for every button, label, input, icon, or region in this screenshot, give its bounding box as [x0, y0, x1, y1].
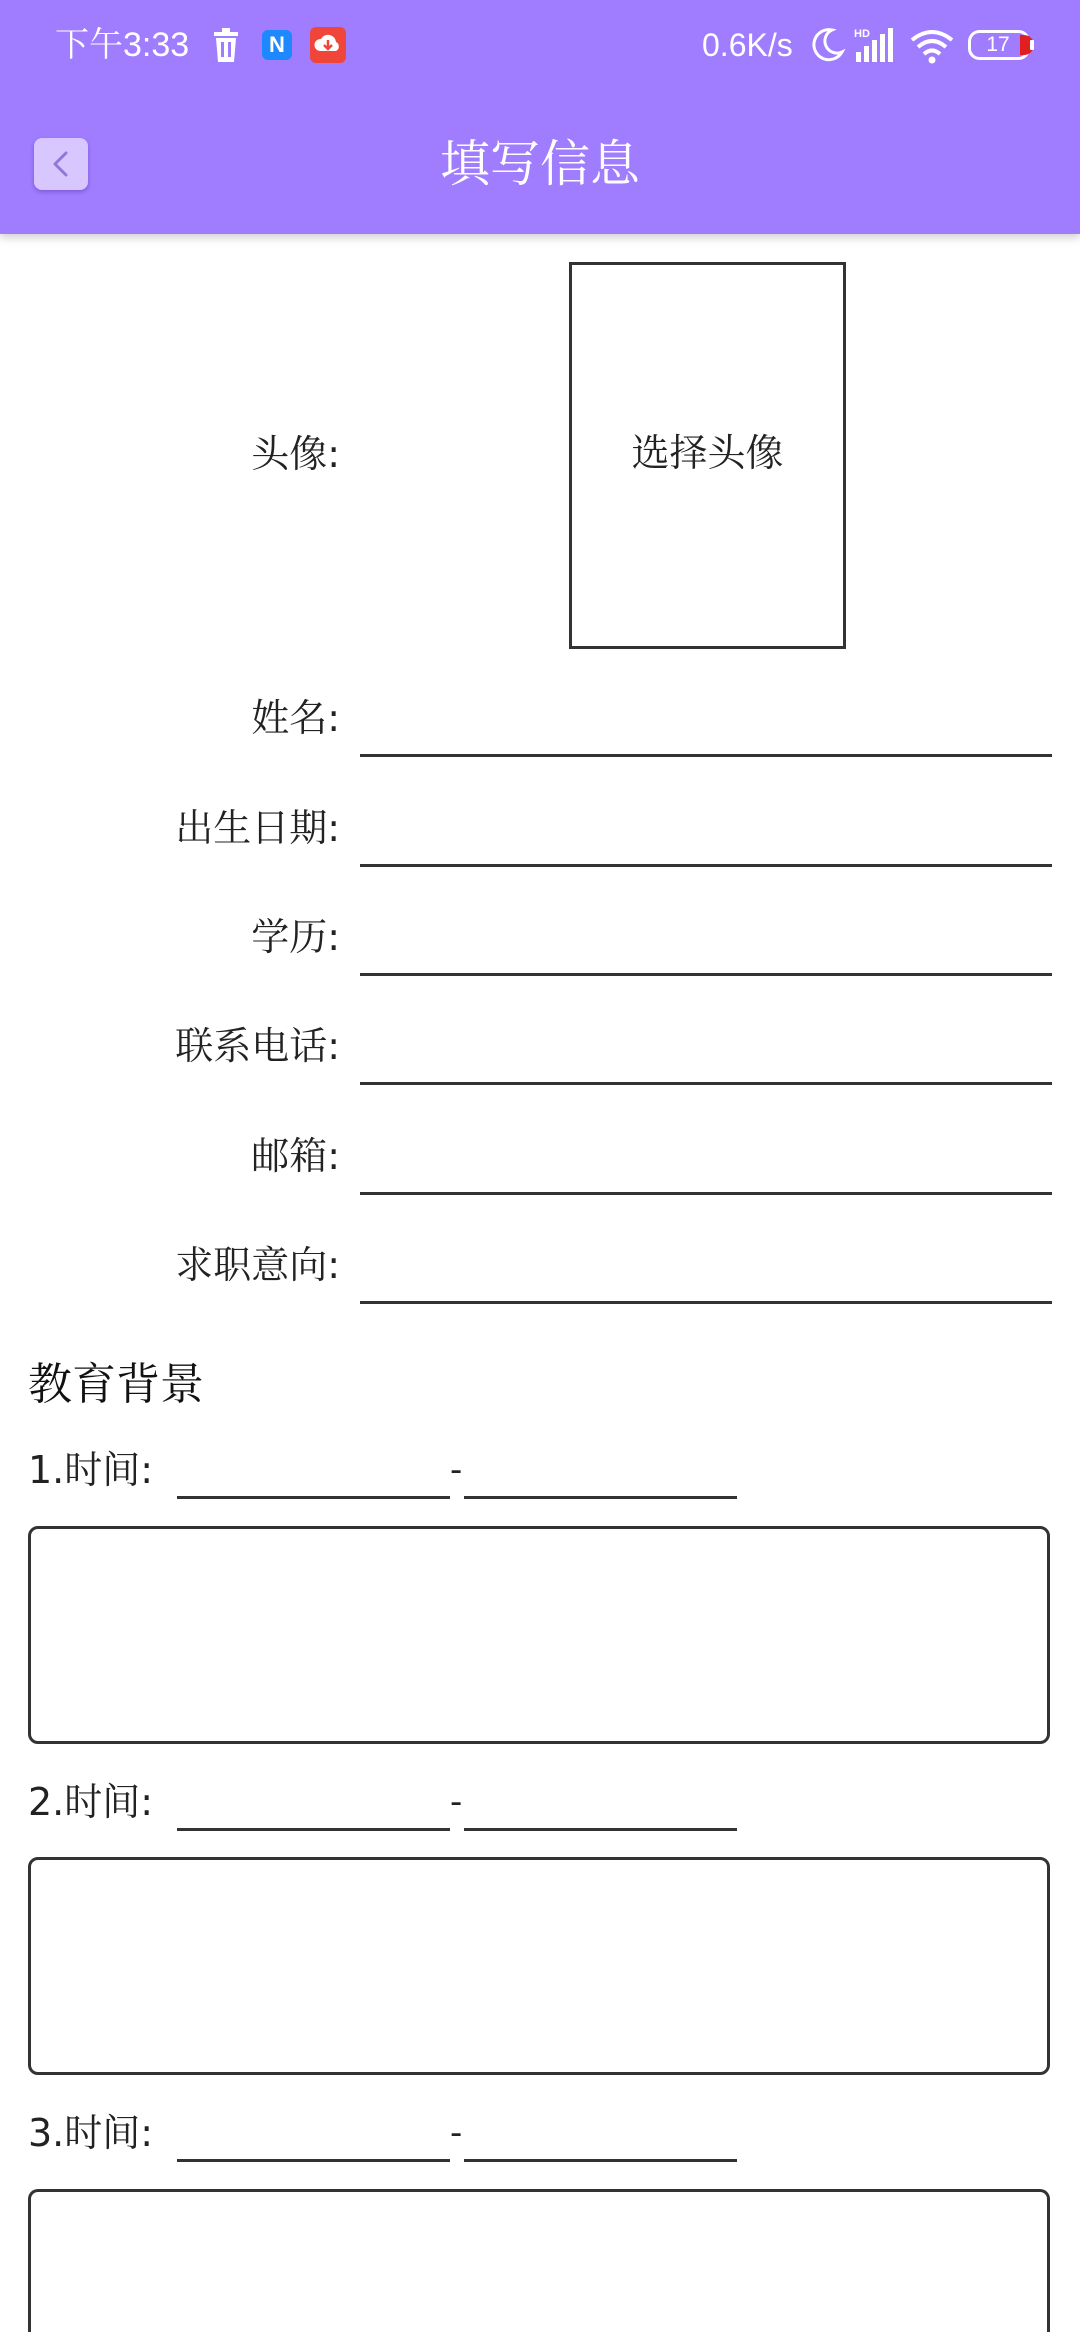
education-section-title: 教育背景 — [28, 1359, 204, 1410]
education-detail-textarea-1[interactable] — [28, 1526, 1050, 1744]
education-end-input-3[interactable] — [464, 2101, 737, 2162]
network-speed: 0.6K/s — [702, 27, 793, 63]
select-avatar-button[interactable] — [569, 262, 846, 649]
birthdate-label: 出生日期: — [175, 806, 340, 850]
phone-label: 联系电话: — [175, 1024, 340, 1068]
email-label: 邮箱: — [251, 1134, 340, 1178]
education-end-input-2[interactable] — [464, 1770, 737, 1831]
education-detail-textarea-3[interactable] — [28, 2189, 1050, 2332]
cloud-download-icon — [310, 27, 346, 63]
trash-icon — [212, 28, 240, 62]
birthdate-input[interactable] — [360, 790, 1052, 867]
email-input[interactable] — [360, 1118, 1052, 1195]
education-end-input-1[interactable] — [464, 1438, 737, 1499]
moon-icon — [808, 26, 846, 64]
status-bar — [0, 0, 1080, 90]
time-separator: - — [450, 2113, 463, 2153]
phone-input[interactable] — [360, 1008, 1052, 1085]
name-label: 姓名: — [251, 696, 340, 740]
job-intention-input[interactable] — [360, 1227, 1052, 1304]
app-header — [0, 0, 1080, 234]
title-bar — [0, 110, 1080, 220]
job-intention-label: 求职意向: — [175, 1243, 340, 1287]
education-start-input-2[interactable] — [177, 1770, 450, 1831]
page-title: 填写信息 — [440, 135, 640, 193]
status-time: 下午3:33 — [55, 26, 190, 64]
email-row — [0, 1108, 1080, 1208]
avatar-label: 头像: — [251, 432, 340, 476]
battery-level: 17 — [986, 33, 1010, 56]
education-time-row-3 — [0, 2101, 1080, 2171]
education-time-label-2: 2.时间: — [28, 1780, 154, 1824]
time-separator: - — [450, 1782, 463, 1822]
phone-row — [0, 998, 1080, 1098]
education-start-input-3[interactable] — [177, 2101, 450, 2162]
education-start-input-1[interactable] — [177, 1438, 450, 1499]
education-level-label: 学历: — [251, 915, 340, 959]
job-intention-row — [0, 1217, 1080, 1317]
education-time-label-3: 3.时间: — [28, 2111, 154, 2155]
education-time-label-1: 1.时间: — [28, 1448, 154, 1492]
hd-signal-icon — [852, 26, 898, 64]
wifi-icon — [910, 28, 954, 64]
time-separator: - — [450, 1450, 463, 1490]
education-time-row-1 — [0, 1438, 1080, 1508]
education-time-row-2 — [0, 1770, 1080, 1840]
name-input[interactable] — [360, 680, 1052, 757]
app-n-icon: N — [262, 30, 292, 60]
svg-text:HD: HD — [854, 28, 870, 40]
birthdate-row — [0, 780, 1080, 880]
select-avatar-label: 选择头像 — [631, 431, 784, 475]
education-level-input[interactable] — [360, 899, 1052, 976]
education-level-row — [0, 889, 1080, 989]
name-row — [0, 670, 1080, 770]
education-detail-textarea-2[interactable] — [28, 1857, 1050, 2075]
